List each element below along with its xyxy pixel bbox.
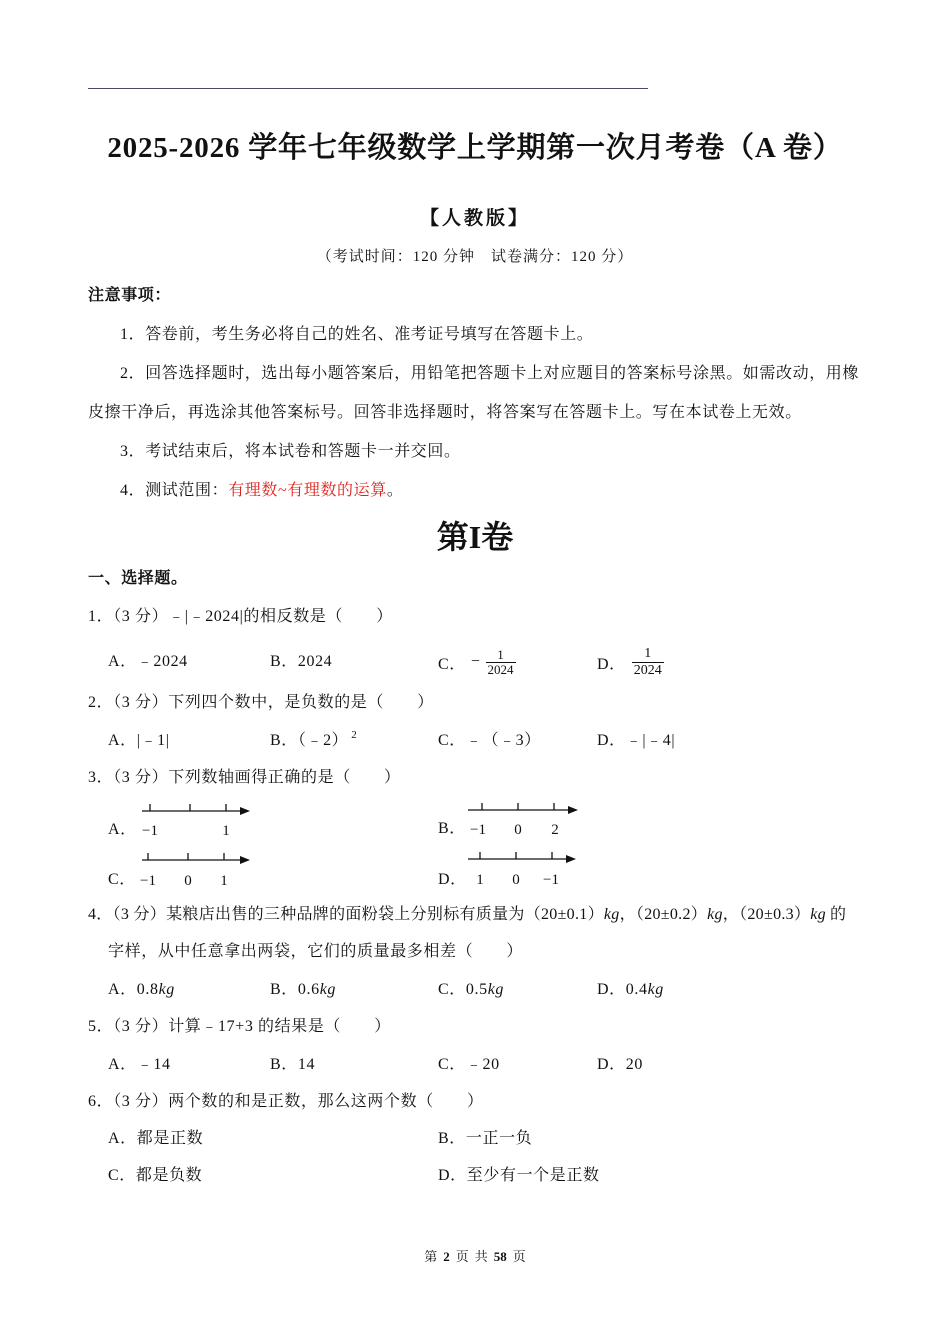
q2-option-d	[597, 730, 675, 752]
tick-label: −1	[543, 872, 559, 888]
q4-option-d	[597, 979, 664, 1001]
q1-stem: 1．（3 分）﹣|﹣2024|的相反数是（ ）	[88, 608, 393, 625]
option-label: D．	[597, 732, 626, 749]
q4-stem-line-1	[88, 904, 846, 926]
q2-option-a	[108, 730, 170, 752]
option-label: A．	[108, 653, 137, 670]
q4-option-b	[270, 979, 336, 1001]
page-footer	[0, 1248, 950, 1266]
option-unit: kg	[158, 981, 175, 998]
option-unit: kg	[487, 981, 504, 998]
option-value: 0.6	[297, 981, 320, 998]
tick-label: 0	[184, 873, 192, 889]
option-label: D．	[597, 655, 626, 673]
option-unit: kg	[647, 981, 664, 998]
option-value: 0.5	[465, 981, 488, 998]
q5-option-d	[597, 1054, 643, 1076]
option-text: ﹣2024	[136, 653, 188, 670]
note-item-4-suffix: 。	[386, 482, 404, 499]
option-text: ﹣|﹣4|	[625, 732, 676, 749]
option-unit: kg	[319, 981, 336, 998]
tick-label: −1	[470, 822, 486, 838]
q5-option-b	[270, 1054, 315, 1076]
option-label: B．	[270, 732, 298, 749]
q3-option-c-label: C．	[108, 871, 136, 888]
minus-sign: −	[470, 653, 481, 670]
q3-option-d-label: D．	[438, 871, 467, 888]
q5-option-c	[438, 1054, 500, 1076]
q3-stem: 3．（3 分）下列数轴画得正确的是（ ）	[88, 769, 401, 786]
axis-arrow	[240, 856, 250, 864]
exponent: 2	[351, 729, 358, 741]
option-label: C．	[438, 981, 466, 998]
option-label: D．	[438, 1167, 467, 1184]
tick-label: 1	[222, 823, 230, 839]
q6-option-a	[108, 1128, 203, 1150]
q4-option-c	[438, 979, 504, 1001]
note-item-2-line-2: 皮擦干净后，再选涂其他答案标号。回答非选择题时，将答案写在答题卡上。写在本试卷上无效。	[88, 404, 802, 421]
option-label: C．	[438, 1056, 466, 1073]
unit-kg: kg	[707, 906, 723, 923]
stem-text: ，（20±0.3）	[722, 906, 811, 923]
tick-label: −1	[142, 823, 158, 839]
option-label: D．	[597, 1056, 626, 1073]
stem-text: 4．（3 分）某粮店出售的三种品牌的面粉袋上分别标有质量为（20±0.1）	[88, 906, 604, 923]
q3-option-a-label: A．	[108, 821, 137, 838]
option-text: 至少有一个是正数	[466, 1167, 600, 1184]
option-label: B．	[270, 1056, 298, 1073]
fraction-numerator: 1	[497, 646, 504, 662]
option-text: 2024	[297, 653, 333, 670]
option-label: A．	[108, 981, 137, 998]
option-text: （﹣2）	[297, 732, 349, 749]
note-item-3: 3．考试结束后，将本试卷和答题卡一并交回。	[120, 443, 461, 460]
note-item-4-prefix: 4．测试范围：	[120, 482, 229, 499]
option-text: ﹣14	[136, 1056, 171, 1073]
footer-text: 页	[455, 1249, 469, 1264]
axis-arrow	[568, 806, 578, 814]
option-label: A．	[108, 1056, 137, 1073]
unit-kg: kg	[603, 906, 620, 923]
q2-option-b	[270, 730, 357, 752]
q5-option-a	[108, 1054, 171, 1076]
section-title: 一、选择题。	[88, 570, 188, 587]
tick-label: 1	[220, 873, 228, 889]
q1-option-d	[597, 646, 664, 678]
exam-info: （考试时间：120 分钟 试卷满分：120 分）	[316, 249, 634, 265]
stem-text: 的	[829, 906, 847, 923]
option-label: C．	[438, 732, 466, 749]
total-page-count: 58	[493, 1249, 507, 1264]
fraction-denominator: 2024	[633, 662, 662, 678]
option-text: 都是正数	[136, 1130, 204, 1147]
note-item-2-line-1: 2．回答选择题时，选出每小题答案后，用铅笔把答题卡上对应题目的答案标号涂黑。如需改动，用橡	[120, 365, 860, 382]
q3-option-a-number-line	[136, 798, 256, 842]
fraction-denominator: 2024	[487, 661, 514, 677]
q6-option-c	[108, 1165, 202, 1187]
q4-option-a	[108, 979, 175, 1001]
option-text: ﹣（﹣3）	[465, 732, 541, 749]
option-label: B．	[270, 653, 298, 670]
option-label: B．	[270, 981, 298, 998]
option-label: A．	[108, 1130, 137, 1147]
q6-option-b	[438, 1128, 532, 1150]
stem-text: ，（20±0.2）	[619, 906, 708, 923]
option-text: |﹣1|	[136, 732, 170, 749]
q3-option-c-number-line	[136, 847, 256, 891]
note-item-4	[120, 480, 403, 502]
option-label: A．	[108, 732, 137, 749]
q6-option-d	[438, 1165, 600, 1187]
fraction	[486, 648, 516, 677]
note-item-1: 1．答卷前，考生务必将自己的姓名、准考证号填写在答题卡上。	[120, 326, 594, 343]
unit-kg: kg	[810, 906, 826, 923]
test-scope-highlight: 有理数~有理数的运算	[228, 482, 387, 499]
option-label: C．	[108, 1167, 136, 1184]
footer-text: 第	[424, 1249, 438, 1264]
q4-stem-line-2: 字样，从中任意拿出两袋，它们的质量最多相差（ ）	[108, 943, 524, 960]
tick-label: 1	[476, 872, 484, 888]
q1-option-c	[438, 646, 516, 678]
option-value: 0.8	[136, 981, 159, 998]
option-value: 0.4	[625, 981, 648, 998]
tick-label: 0	[512, 872, 520, 888]
axis-arrow	[240, 807, 250, 815]
fraction-numerator: 1	[644, 645, 652, 661]
axis-arrow	[566, 855, 576, 863]
tick-label: 0	[514, 822, 522, 838]
q1-option-b	[270, 651, 332, 673]
option-text: ﹣20	[465, 1056, 500, 1073]
notes-heading: 注意事项：	[88, 287, 172, 304]
q3-option-b-number-line	[466, 797, 586, 841]
header-rule	[88, 88, 648, 89]
q5-stem: 5．（3 分）计算﹣17+3 的结果是（ ）	[88, 1018, 391, 1035]
tick-label: 2	[551, 822, 559, 838]
q3-option-b-label: B．	[438, 820, 466, 837]
volume-title: 第I卷	[436, 519, 514, 555]
option-label: D．	[597, 981, 626, 998]
edition-label: 【人教版】	[419, 208, 530, 229]
current-page-number: 2	[443, 1249, 450, 1264]
footer-text: 页	[512, 1249, 526, 1264]
page-title: 2025-2026 学年七年级数学上学期第一次月考卷（A 卷）	[107, 132, 843, 164]
option-text: 都是负数	[135, 1167, 203, 1184]
option-text: 20	[625, 1056, 643, 1073]
q2-option-c	[438, 730, 541, 752]
option-label: C．	[438, 655, 466, 673]
q2-stem: 2．（3 分）下列四个数中，是负数的是（ ）	[88, 694, 434, 711]
q6-stem: 6．（3 分）两个数的和是正数，那么这两个数（ ）	[88, 1093, 484, 1110]
option-text: 14	[297, 1056, 316, 1073]
q1-option-a	[108, 651, 188, 673]
q3-option-d-number-line	[466, 846, 586, 890]
option-text: 一正一负	[465, 1130, 533, 1147]
tick-label: −1	[140, 873, 156, 889]
option-label: B．	[438, 1130, 466, 1147]
footer-text: 共	[474, 1249, 488, 1264]
fraction	[632, 646, 664, 679]
